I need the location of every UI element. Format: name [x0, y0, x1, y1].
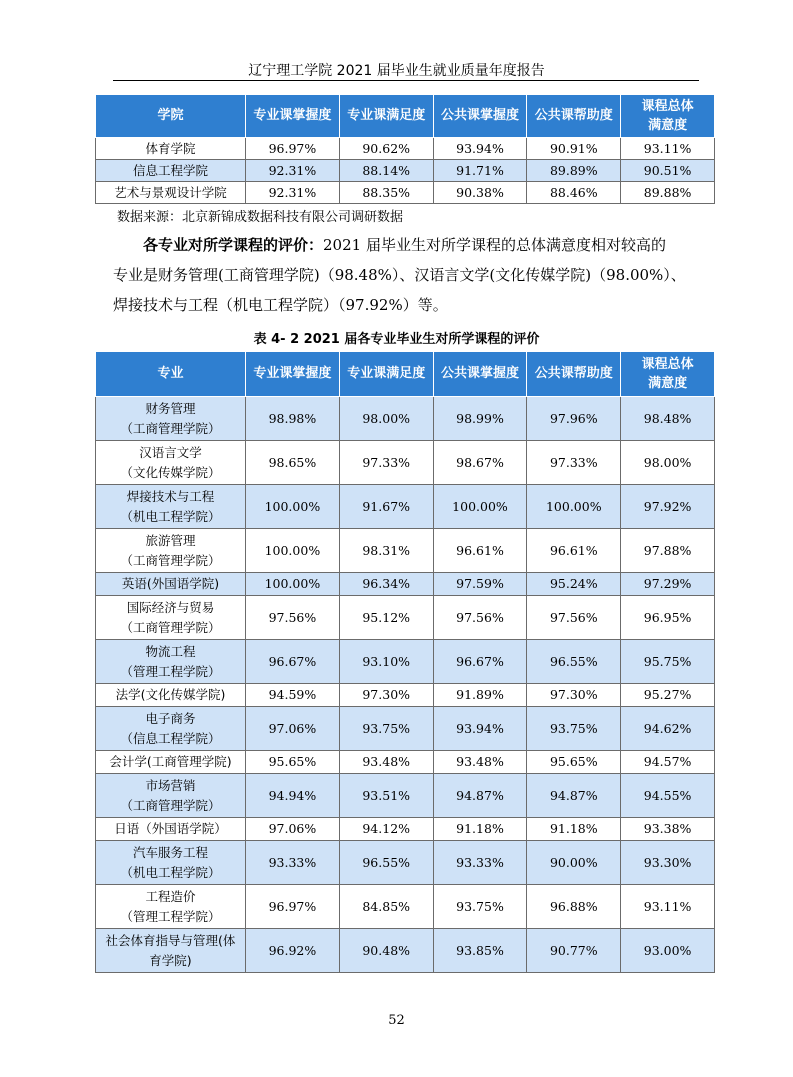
major-college: 育学院)	[149, 952, 192, 968]
value-cell: 95.24%	[527, 573, 621, 596]
value-cell: 94.12%	[339, 818, 433, 841]
column-header: 专业	[96, 352, 246, 397]
value-cell: 93.10%	[339, 640, 433, 684]
value-cell: 94.94%	[246, 774, 340, 818]
value-cell: 97.56%	[246, 596, 340, 640]
table-row	[96, 397, 715, 441]
value-cell: 93.75%	[527, 707, 621, 751]
value-cell: 96.67%	[246, 640, 340, 684]
value-cell: 98.31%	[339, 529, 433, 573]
major-name-cell	[96, 774, 246, 818]
major-name-cell	[96, 684, 246, 707]
value-cell: 94.57%	[621, 751, 715, 774]
major-name-cell	[96, 529, 246, 573]
paragraph-lead: 各专业对所学课程的评价：	[143, 236, 324, 254]
table-header-row	[96, 95, 715, 138]
page-header-title: 辽宁理工学院 2021 届毕业生就业质量年度报告	[248, 63, 545, 79]
table-row	[96, 841, 715, 885]
paragraph-line: 焊接技术与工程（机电工程学院）（97.92%）等。	[113, 296, 448, 314]
table-row	[96, 182, 715, 204]
value-cell: 97.88%	[621, 529, 715, 573]
value-cell: 98.48%	[621, 397, 715, 441]
value-cell: 93.51%	[339, 774, 433, 818]
value-cell: 93.94%	[433, 138, 527, 160]
value-cell: 93.33%	[246, 841, 340, 885]
value-cell: 100.00%	[246, 485, 340, 529]
value-cell: 97.56%	[433, 596, 527, 640]
value-cell: 97.06%	[246, 818, 340, 841]
value-cell: 95.75%	[621, 640, 715, 684]
column-header: 专业课掌握度	[246, 95, 340, 138]
major-college: （机电工程学院）	[120, 508, 221, 524]
column-header: 公共课帮助度	[527, 95, 621, 138]
value-cell: 93.48%	[339, 751, 433, 774]
table-row	[96, 929, 715, 973]
major-name: 工程造价	[145, 888, 196, 904]
major-name: 国际经济与贸易	[126, 599, 215, 615]
table-row	[96, 751, 715, 774]
college-name-cell: 体育学院	[96, 138, 246, 160]
major-name-cell	[96, 885, 246, 929]
table-row	[96, 774, 715, 818]
table-row	[96, 485, 715, 529]
value-cell: 98.67%	[433, 441, 527, 485]
major-name: 会计学(工商管理学院)	[109, 754, 232, 769]
major-name: 物流工程	[145, 643, 196, 659]
value-cell: 95.65%	[527, 751, 621, 774]
value-cell: 93.94%	[433, 707, 527, 751]
value-cell: 91.18%	[433, 818, 527, 841]
value-cell: 93.75%	[433, 885, 527, 929]
value-cell: 84.85%	[339, 885, 433, 929]
major-name: 汉语言文学	[139, 444, 202, 460]
value-cell: 93.11%	[621, 885, 715, 929]
value-cell: 95.12%	[339, 596, 433, 640]
major-college: （工商管理学院）	[120, 552, 221, 568]
major-name: 法学(文化传媒学院)	[115, 687, 226, 702]
value-cell: 90.77%	[527, 929, 621, 973]
value-cell: 97.29%	[621, 573, 715, 596]
value-cell: 93.75%	[339, 707, 433, 751]
major-name-cell	[96, 751, 246, 774]
value-cell: 93.85%	[433, 929, 527, 973]
value-cell: 97.96%	[527, 397, 621, 441]
value-cell: 97.06%	[246, 707, 340, 751]
value-cell: 96.55%	[527, 640, 621, 684]
value-cell: 92.31%	[246, 160, 340, 182]
table-row	[96, 885, 715, 929]
column-header: 公共课帮助度	[527, 352, 621, 397]
value-cell: 96.67%	[433, 640, 527, 684]
value-cell: 98.00%	[621, 441, 715, 485]
value-cell: 88.46%	[527, 182, 621, 204]
value-cell: 96.61%	[527, 529, 621, 573]
major-college: （文化传媒学院）	[120, 464, 221, 480]
value-cell: 96.61%	[433, 529, 527, 573]
paragraph-line: 2021 届毕业生对所学课程的总体满意度相对较高的	[323, 236, 666, 254]
major-name: 英语(外国语学院)	[121, 576, 220, 591]
major-name-cell	[96, 707, 246, 751]
major-college: （管理工程学院）	[120, 908, 221, 924]
body-paragraph	[113, 230, 703, 320]
major-college: （工商管理学院）	[120, 797, 221, 813]
value-cell: 97.33%	[527, 441, 621, 485]
major-college: （信息工程学院）	[120, 730, 221, 746]
major-name-cell	[96, 397, 246, 441]
value-cell: 96.92%	[246, 929, 340, 973]
header-divider	[113, 80, 699, 81]
value-cell: 93.30%	[621, 841, 715, 885]
table-row	[96, 441, 715, 485]
value-cell: 93.11%	[621, 138, 715, 160]
column-header: 专业课满足度	[339, 352, 433, 397]
major-name-cell	[96, 841, 246, 885]
value-cell: 91.67%	[339, 485, 433, 529]
value-cell: 97.59%	[433, 573, 527, 596]
major-name: 电子商务	[145, 710, 196, 726]
value-cell: 97.56%	[527, 596, 621, 640]
value-cell: 90.51%	[621, 160, 715, 182]
value-cell: 88.14%	[339, 160, 433, 182]
major-course-evaluation-table	[95, 351, 715, 973]
column-header: 公共课掌握度	[433, 95, 527, 138]
value-cell: 97.30%	[527, 684, 621, 707]
value-cell: 95.27%	[621, 684, 715, 707]
value-cell: 94.62%	[621, 707, 715, 751]
table-row	[96, 573, 715, 596]
table-caption: 表 4- 2 2021 届各专业毕业生对所学课程的评价	[253, 332, 540, 347]
value-cell: 96.88%	[527, 885, 621, 929]
major-name: 汽车服务工程	[132, 844, 208, 860]
value-cell: 98.98%	[246, 397, 340, 441]
value-cell: 94.87%	[527, 774, 621, 818]
value-cell: 91.89%	[433, 684, 527, 707]
value-cell: 100.00%	[433, 485, 527, 529]
value-cell: 100.00%	[527, 485, 621, 529]
major-name: 社会体育指导与管理(体	[105, 932, 236, 948]
value-cell: 90.48%	[339, 929, 433, 973]
college-name-cell: 信息工程学院	[96, 160, 246, 182]
major-college: （机电工程学院）	[120, 864, 221, 880]
major-name: 旅游管理	[145, 532, 196, 548]
value-cell: 96.55%	[339, 841, 433, 885]
column-header: 课程总体满意度	[621, 95, 715, 138]
table-row	[96, 160, 715, 182]
college-course-evaluation-table	[95, 94, 715, 204]
value-cell: 97.30%	[339, 684, 433, 707]
table-row	[96, 596, 715, 640]
column-header: 学院	[96, 95, 246, 138]
column-header: 专业课掌握度	[246, 352, 340, 397]
value-cell: 95.65%	[246, 751, 340, 774]
value-cell: 98.65%	[246, 441, 340, 485]
value-cell: 93.38%	[621, 818, 715, 841]
value-cell: 93.33%	[433, 841, 527, 885]
value-cell: 96.97%	[246, 885, 340, 929]
table-row	[96, 640, 715, 684]
column-header: 专业课满足度	[339, 95, 433, 138]
value-cell: 94.59%	[246, 684, 340, 707]
value-cell: 89.88%	[621, 182, 715, 204]
value-cell: 91.18%	[527, 818, 621, 841]
table-row	[96, 529, 715, 573]
value-cell: 100.00%	[246, 573, 340, 596]
value-cell: 88.35%	[339, 182, 433, 204]
major-college: （管理工程学院）	[120, 663, 221, 679]
major-name: 财务管理	[145, 400, 196, 416]
value-cell: 90.91%	[527, 138, 621, 160]
major-name-cell	[96, 818, 246, 841]
table-row	[96, 684, 715, 707]
major-name-cell	[96, 929, 246, 973]
major-name-cell	[96, 441, 246, 485]
value-cell: 91.71%	[433, 160, 527, 182]
table-row	[96, 138, 715, 160]
column-header: 课程总体满意度	[621, 352, 715, 397]
value-cell: 93.48%	[433, 751, 527, 774]
page-number: 52	[388, 1013, 405, 1028]
value-cell: 89.89%	[527, 160, 621, 182]
major-name: 焊接技术与工程	[126, 488, 215, 504]
table-row	[96, 818, 715, 841]
value-cell: 90.38%	[433, 182, 527, 204]
major-name: 市场营销	[145, 777, 196, 793]
major-name: 日语（外国语学院）	[114, 821, 227, 836]
major-college: （工商管理学院）	[120, 619, 221, 635]
value-cell: 92.31%	[246, 182, 340, 204]
value-cell: 90.00%	[527, 841, 621, 885]
value-cell: 96.34%	[339, 573, 433, 596]
value-cell: 94.55%	[621, 774, 715, 818]
value-cell: 97.92%	[621, 485, 715, 529]
table-row	[96, 707, 715, 751]
value-cell: 97.33%	[339, 441, 433, 485]
major-name-cell	[96, 596, 246, 640]
value-cell: 100.00%	[246, 529, 340, 573]
value-cell: 98.00%	[339, 397, 433, 441]
value-cell: 93.00%	[621, 929, 715, 973]
major-name-cell	[96, 573, 246, 596]
value-cell: 98.99%	[433, 397, 527, 441]
paragraph-line: 专业是财务管理(工商管理学院)（98.48%）、汉语言文学(文化传媒学院)（98.00%）、	[113, 266, 686, 284]
major-name-cell	[96, 485, 246, 529]
data-source-note: 数据来源：北京新锦成数据科技有限公司调研数据	[117, 210, 404, 225]
column-header: 公共课掌握度	[433, 352, 527, 397]
value-cell: 96.97%	[246, 138, 340, 160]
college-name-cell: 艺术与景观设计学院	[96, 182, 246, 204]
value-cell: 90.62%	[339, 138, 433, 160]
value-cell: 94.87%	[433, 774, 527, 818]
value-cell: 96.95%	[621, 596, 715, 640]
major-college: （工商管理学院）	[120, 420, 221, 436]
major-name-cell	[96, 640, 246, 684]
table-header-row	[96, 352, 715, 397]
